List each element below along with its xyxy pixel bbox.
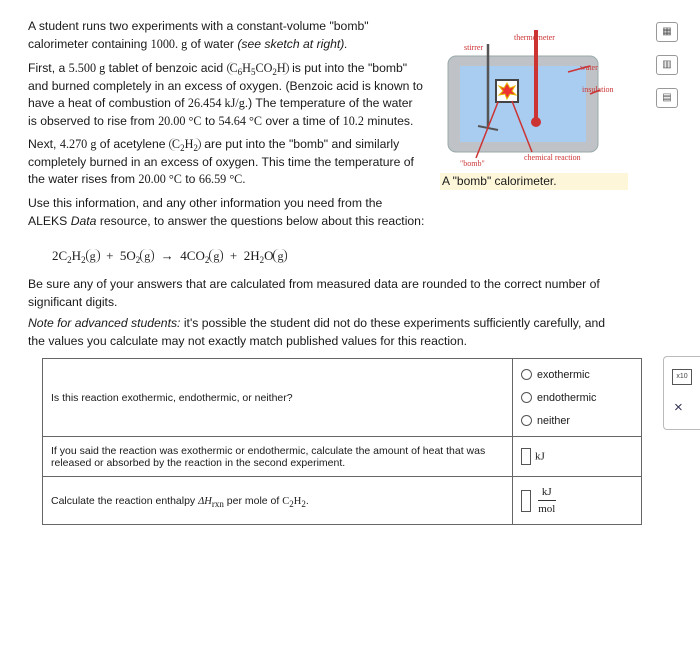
benzoic-formula: $C_6H_5CO_2H$ — [227, 62, 289, 75]
thermometer-label: thermometer — [514, 33, 555, 42]
heat-input[interactable] — [521, 448, 531, 465]
radio-endothermic[interactable]: endothermic — [521, 386, 633, 409]
calculator-icon[interactable]: ▦ — [656, 22, 678, 42]
water-label: water — [580, 63, 598, 72]
x10-icon[interactable]: x10 — [672, 369, 692, 385]
enthalpy-unit: $\frac{kJ}{\text{mol}}$ — [538, 486, 556, 515]
acetylene-formula: $C_2H_2$ — [169, 138, 201, 151]
insulation-label: insulation — [582, 85, 614, 94]
close-icon[interactable]: × — [674, 399, 683, 416]
question-row-1 — [43, 359, 642, 437]
question-1-answers — [513, 359, 642, 437]
bomb-calorimeter-diagram — [440, 16, 630, 176]
question-table — [42, 358, 642, 525]
radio-neither[interactable]: neither — [521, 409, 633, 432]
intro-paragraph-1: A student runs two experiments with a constant-volume "bomb" calorimeter containing 1000. g of water (see sketch at right). — [28, 19, 369, 51]
question-3-answer — [513, 477, 642, 525]
diagram-caption: A "bomb" calorimeter. — [440, 173, 628, 190]
periodic-table-icon[interactable]: ▤ — [656, 88, 678, 108]
radio-exothermic[interactable]: exothermic — [521, 363, 633, 386]
radio-circle-icon[interactable] — [521, 392, 532, 403]
tools-panel — [663, 356, 700, 430]
radio-circle-icon[interactable] — [521, 369, 532, 380]
bar-chart-icon[interactable]: ▥ — [656, 55, 678, 75]
advanced-note: Note for advanced students: it's possible the student did not do these experiments sufficiently carefully, and the values you calculate may not exactly match published values for this reaction. — [28, 316, 606, 348]
intro-paragraph-3: Next, 4.270 g of acetylene $C_2H_2$ are put into the "bomb" and similarly completely burned in an excess of oxygen. This time the temperature of the water rises from 20.00 °C to 66.59 °C. — [28, 137, 414, 186]
question-2-answer: kJ — [513, 437, 642, 477]
question-3-text: Calculate the reaction enthalpy $\Delta H_{rxn}$ per mole of $C_2H_2$. — [43, 477, 513, 525]
question-1-text: Is this reaction exothermic, endothermic, or neither? — [43, 359, 513, 437]
question-row-2 — [43, 437, 642, 477]
question-2-text: If you said the reaction was exothermic or endothermic, calculate the amount of heat that was released or absorbed by the reaction in the second experiment. — [43, 437, 513, 477]
sig-fig-note: Be sure any of your answers that are calculated from measured data are rounded to the correct number of significant digits. — [28, 277, 600, 309]
chemical-reaction-label: chemical reaction — [524, 153, 581, 162]
radio-circle-icon[interactable] — [521, 415, 532, 426]
intro-paragraph-4: Use this information, and any other information you need from the ALEKS Data resource, to answer the questions below about this reaction: — [28, 196, 425, 228]
enthalpy-input[interactable] — [521, 490, 531, 512]
bomb-label: "bomb" — [460, 159, 485, 168]
reaction-equation: $2C_2H_2$ $g + 5O_2$ $g \to 4CO_2$ $g + 2H_2O$ g — [52, 247, 287, 266]
stirrer-label: stirrer — [464, 43, 484, 52]
question-row-3 — [43, 477, 642, 525]
intro-paragraph-2: First, a 5.500 g tablet of benzoic acid $C_6H_5CO_2H$ is put into the "bomb" and burned completely in an excess of oxygen. (Benzoic acid is known to have a heat of combustion of 26.454 kJ/g.) The temperature of the water is observed to rise from 20.00 °C to 54.64 °C over a time of 10.2 minutes. — [28, 61, 423, 128]
